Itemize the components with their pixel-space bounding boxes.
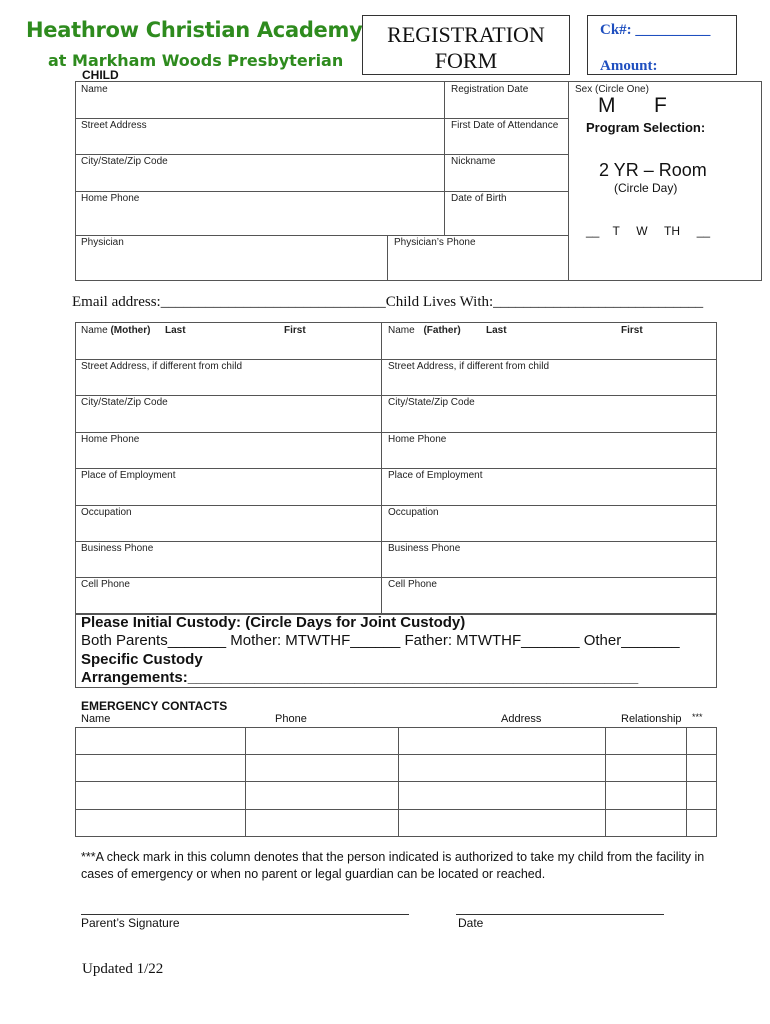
program-room: 2 YR – Room [599,160,707,180]
father-employment-field[interactable]: Place of Employment [388,470,483,481]
table-row[interactable] [75,754,717,755]
father-occupation-field[interactable]: Occupation [388,507,439,518]
custody-heading: Please Initial Custody: (Circle Days for Joint Custody) [81,614,466,631]
table-row[interactable] [75,781,717,782]
child-street-field[interactable]: Street Address [81,120,147,131]
child-city-field[interactable]: City/State/Zip Code [81,156,168,167]
mother-role-label: (Mother) [110,325,151,336]
school-location: at Markham Woods Presbyterian [48,51,344,70]
child-section-label: CHILD [82,68,119,82]
mother-first-label: First [284,325,306,336]
sex-female-option[interactable]: F [654,94,667,117]
mother-last-label: Last [165,325,186,336]
form-title-line2: FORM [434,48,498,73]
amount-label: Amount: [600,58,658,74]
custody-arrangements-field[interactable]: Arrangements:______________________________________________________ [81,669,639,686]
emergency-address-header: Address [501,713,542,725]
authorization-note: ***A check mark in this column denotes that the person indicated is authorized to take my child from the facility in cases of emergency or when no parent or legal guardian can be located or reached. [81,850,705,881]
office-use-box [587,15,737,75]
emergency-auth-header: *** [692,712,703,722]
father-name-field[interactable] [388,325,461,336]
father-role-label: (Father) [423,325,461,336]
email-child-lives-with-line[interactable]: Email address:______________________________Child Lives With:____________________________ [72,294,704,310]
father-home-phone-field[interactable]: Home Phone [388,434,447,445]
mother-name-field[interactable] [81,325,150,336]
emergency-contacts-table [75,727,717,837]
form-title-line1: REGISTRATION [387,22,545,47]
mother-city-field[interactable]: City/State/Zip Code [81,397,168,408]
form-title-box [362,15,570,75]
mother-occupation-field[interactable]: Occupation [81,507,132,518]
father-first-label: First [621,325,643,336]
mother-home-phone-field[interactable]: Home Phone [81,434,140,445]
father-last-label: Last [486,325,507,336]
nickname-field[interactable]: Nickname [451,156,496,167]
day-options[interactable]: __ T W TH __ [586,224,711,238]
emergency-contacts-title: EMERGENCY CONTACTS [81,699,228,713]
father-cell-phone-field[interactable]: Cell Phone [388,579,437,590]
mother-cell-phone-field[interactable]: Cell Phone [81,579,130,590]
mother-name-prefix: Name [81,325,108,336]
physician-field[interactable]: Physician [81,237,124,248]
date-label: Date [458,916,484,930]
custody-options[interactable]: Both Parents_______ Mother: MTWTHF______ Father: MTWTHF_______ Other_______ [81,632,680,649]
child-name-field[interactable]: Name [81,84,108,95]
father-street-field[interactable]: Street Address, if different from child [388,361,550,372]
date-line[interactable] [456,914,664,915]
emergency-phone-header: Phone [275,713,307,725]
mother-employment-field[interactable]: Place of Employment [81,470,176,481]
check-number-label: Ck#: __________ [600,22,711,38]
child-home-phone-field[interactable]: Home Phone [81,193,140,204]
first-attendance-field[interactable]: First Date of Attendance [451,120,559,131]
father-city-field[interactable]: City/State/Zip Code [388,397,475,408]
circle-day-label: (Circle Day) [614,181,678,195]
physician-phone-field[interactable]: Physician’s Phone [394,237,476,248]
registration-date-field[interactable]: Registration Date [451,84,529,95]
emergency-name-header: Name [81,713,111,725]
program-selection-label: Program Selection: [586,120,706,135]
sex-male-option[interactable]: M [598,94,616,117]
specific-custody-label: Specific Custody [81,651,203,668]
father-business-phone-field[interactable]: Business Phone [388,543,461,554]
parent-signature-line[interactable] [81,914,409,915]
emergency-relationship-header: Relationship [621,713,682,725]
updated-label: Updated 1/22 [82,961,164,977]
school-name: Heathrow Christian Academy [26,18,363,42]
sex-label: Sex (Circle One) [575,84,649,95]
mother-street-field[interactable]: Street Address, if different from child [81,361,243,372]
parent-signature-label: Parent’s Signature [81,916,180,930]
mother-business-phone-field[interactable]: Business Phone [81,543,154,554]
table-row[interactable] [75,809,717,810]
father-name-prefix: Name [388,325,415,336]
date-of-birth-field[interactable]: Date of Birth [451,193,507,204]
